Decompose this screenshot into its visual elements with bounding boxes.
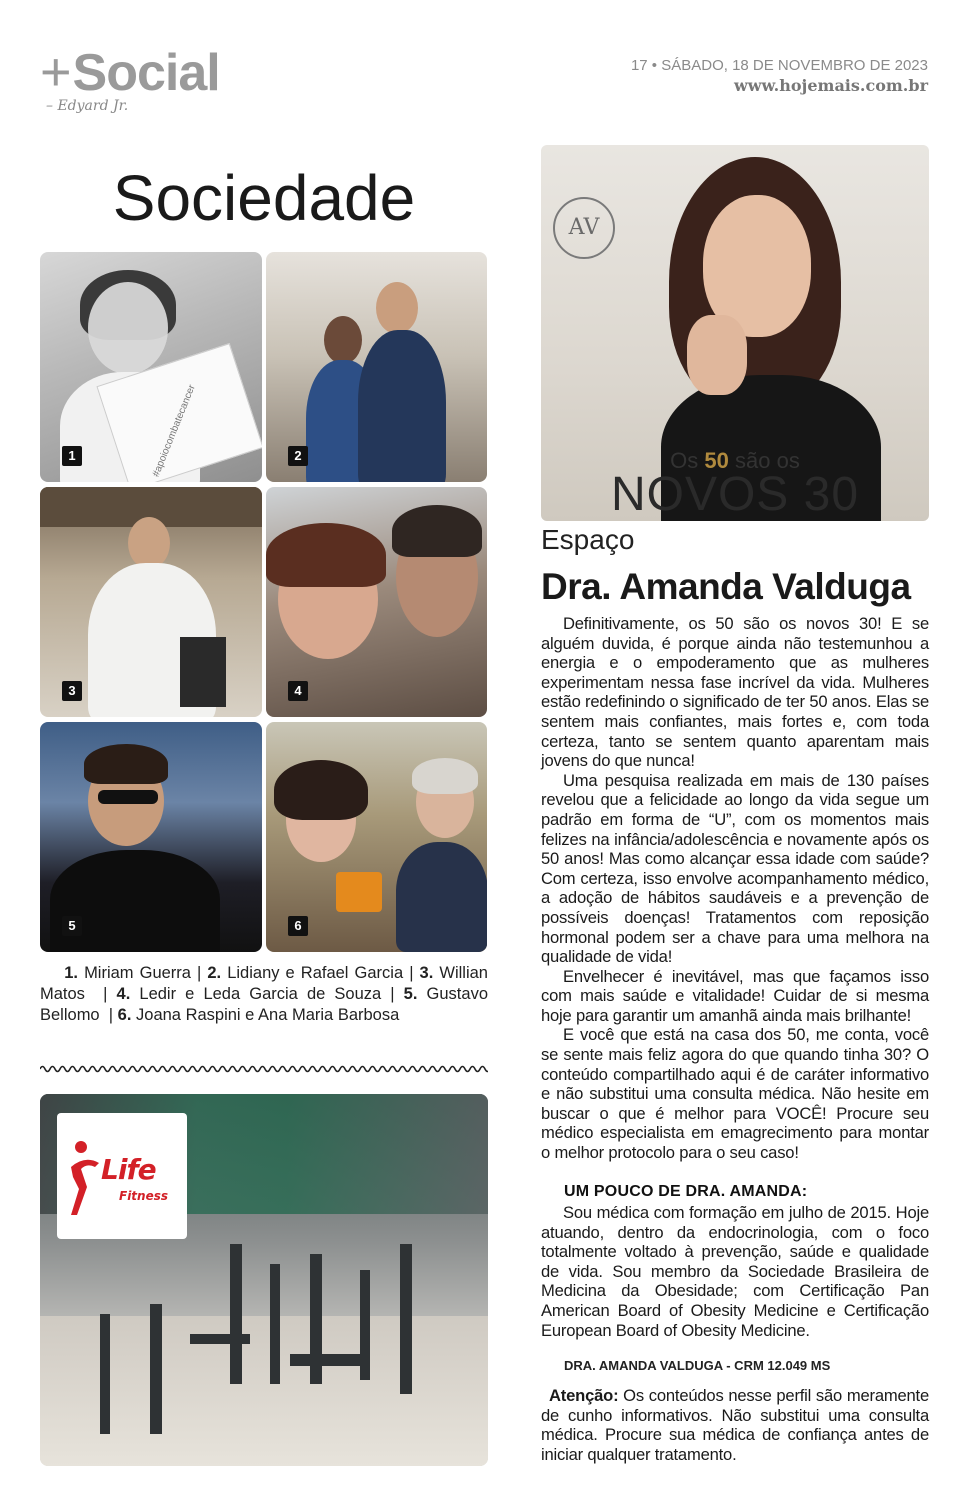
gym-machine [230,1244,242,1384]
photo-6-hair-right [412,758,478,794]
article-body [541,614,929,1163]
columnist-signature: – Edyard Jr. [46,98,129,114]
photo-5-sunglasses [98,790,158,804]
photo-number: 2 [288,446,308,466]
photo-number: 6 [288,916,308,936]
photo-3-head [128,517,170,569]
website-url: www.hojemais.com.br [733,76,928,95]
photo-1 [40,252,262,482]
dateline [631,56,928,96]
photo-number: 1 [62,446,82,466]
article-paragraph: Envelhecer é inevitável, mas que façamos isso com mais saúde e vitalidade! Cuidar de si mesma hoje para garantir um amanhã ainda mais brilhante! [541,966,929,1025]
photo-6-cake [336,872,382,912]
photo-6-blouse [396,842,487,952]
hero-title: NOVOS 30 [610,468,860,521]
photo-6-hair-left [274,760,368,820]
gym-machine [400,1244,412,1394]
av-monogram: AV [553,197,615,259]
column-headline: Dra. Amanda Valduga [541,566,911,607]
masthead [40,42,220,114]
disclaimer: Atenção: Os conteúdos nesse perfil são meramente de cunho informativos. Não substitui uma consulta médica. Procure sua médica de confiança antes de iniciar qualquer tratamento. [541,1386,929,1464]
photo-5-hair [84,744,168,784]
photo-number: 5 [62,916,82,936]
column-kicker: Espaço [541,524,635,555]
hero-portrait [541,145,929,521]
article-paragraph: E você que está na casa dos 50, me conta, você se sente mais feliz agora do que quando tinha 30? O conteúdo compartilhado aqui é de caráter informativo e não substitui uma consulta médica. Não hesite em buscar o que é melhor para VOCÊ! Procure seu médico especialista em emagrecimento para montar o melhor protocolo para o seu caso! [541,1025,929,1163]
section-title: Sociedade [112,162,416,234]
photo-5 [40,722,262,952]
bio-text: Sou médica com formação em julho de 2015. Hoje atuando, dentro da endocrinologia, com o foco totalmente voltado à prevenção, saúde e qualidade de vida. Sou membro da Sociedade Brasileira de Medicina da Obesidade; com Certificação Pan American Board of Obesity Medicine e Certificação European Board of Obesity Medicine. [541,1203,929,1340]
article-paragraph: Uma pesquisa realizada em mais de 130 países revelou que a felicidade ao longo da vida segue um padrão em forma de “U”, com os momentos mais felizes na infância/adolescência e novamente após os 50 anos! Mas como alcançar essa idade com saúde? Com certeza, isso envolve acompanhamento médico, a adoção de hábitos saudáveis e a prevenção de possíveis doenças! Tratamentos com reposição hormonal podem ser a chave para uma melhora na qualidade de vida! [541,770,929,967]
photo-1-sign: #apoiocombatecancer [96,343,262,482]
photo-4-hair-right [392,505,482,557]
gym-machine [270,1264,280,1384]
hero-hand [687,315,747,395]
author-signature: DRA. AMANDA VALDUGA - CRM 12.049 MS [564,1358,831,1373]
photo-2 [266,252,487,482]
photo-2-woman-head [324,316,362,364]
gym-advertisement [40,1094,488,1466]
article-paragraph: Definitivamente, os 50 são os novos 30! E se alguém duvida, é porque ainda não testemunhou a energia e o empoderamento que as mulheres experimentam nessa fase incrível da vida. Mulheres estão redefinindo o significado de ter 50 anos. Elas se sentem mais confiantes, mais fortes e, com toda certeza, tanto se sentem quanto aparentam mais jovens do que nunca! [541,614,929,771]
photo-1-skin [88,282,168,374]
social-logo: +Social [40,42,220,102]
gym-bench [190,1334,250,1344]
photo-4-hair-left [266,523,386,587]
photo-number: 4 [288,681,308,701]
gym-machine [100,1314,110,1434]
photo-number: 3 [62,681,82,701]
hero-tagline: Os 50 são os [670,448,800,473]
life-fitness-logo [57,1113,187,1239]
brand-life: Life [101,1153,156,1186]
photo-4 [266,487,487,717]
bio-subhead: UM POUCO DE DRA. AMANDA: [564,1183,808,1200]
photo-3 [40,487,262,717]
gym-bench [290,1354,370,1366]
photo-2-man-shirt [358,330,446,482]
photo-3-chalkboard [180,637,226,707]
photo-5-shirt [50,850,220,952]
page-date: 17 • SÁBADO, 18 DE NOVEMBRO DE 2023 [630,57,928,74]
wavy-divider [40,1062,488,1076]
photo-caption: 1. Miriam Guerra | 2. Lidiany e Rafael Garcia | 3. Willian Matos | 4. Ledir e Leda Garcia de Souza | 5. Gustavo Bellomo | 6. Joana Raspini e Ana Maria Barbosa [40,964,488,1024]
brand-fitness: Fitness [119,1189,169,1203]
photo-2-man-head [376,282,418,334]
gym-machine [150,1304,162,1434]
photo-6 [266,722,487,952]
